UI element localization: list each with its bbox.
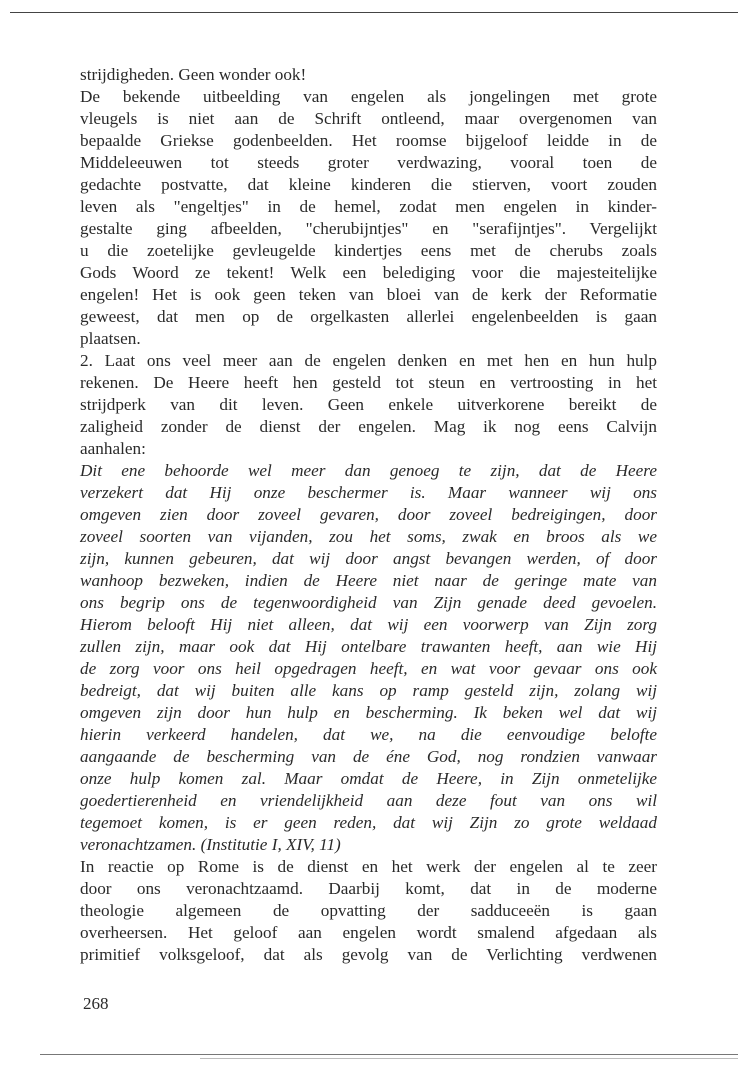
text-line: De bekende uitbeelding van engelen als jongelingen met grote [80,87,657,106]
text-line: rekenen. De Heere heeft hen gesteld tot steun en vertroosting in het [80,373,657,392]
text-line: aanhalen: [80,439,146,458]
page-body [80,64,657,966]
text-line: tegemoet komen, is er geen reden, dat wij Zijn zo grote weldaad [80,813,657,832]
text-line: zoveel soorten van vijanden, zou het soms, zwak en broos als we [80,527,657,546]
text-line: overheersen. Het geloof aan engelen wordt smalend afgedaan als [80,923,657,942]
text-line: bepaalde Griekse godenbeelden. Het roomse bijgeloof leidde in de [80,131,657,150]
text-line: omgeven zijn door hun hulp en bescherming. Ik beken wel dat wij [80,703,657,722]
top-rule [10,12,738,13]
text-line: ons begrip ons de tegenwoordigheid van Zijn genade deed gevoelen. [80,593,657,612]
text-line: vleugels is niet aan de Schrift ontleend, maar overgenomen van [80,109,657,128]
text-line: Dit ene behoorde wel meer dan genoeg te zijn, dat de Heere [80,461,657,480]
text-line: omgeven zien door zoveel gevaren, door zoveel bedreigingen, door [80,505,657,524]
text-line: 2. Laat ons veel meer aan de engelen denken en met hen en hun hulp [80,351,657,370]
text-line: de zorg voor ons heil opgedragen heeft, en wat voor gevaar ons ook [80,659,657,678]
text-line: strijdperk van dit leven. Geen enkele uitverkorene bereikt de [80,395,657,414]
text-line: gedachte postvatte, dat kleine kinderen die stierven, voort zouden [80,175,657,194]
text-line: zaligheid zonder de dienst der engelen. Mag ik nog eens Calvijn [80,417,657,436]
bottom-rule [40,1054,738,1055]
text-line: hierin verkeerd handelen, dat we, na die eenvoudige belofte [80,725,657,744]
text-line: In reactie op Rome is de dienst en het werk der engelen al te zeer [80,857,657,876]
text-line: u die zoetelijke gevleugelde kindertjes eens met de cherubs zoals [80,241,657,260]
paragraph [80,856,657,966]
text-line: strijdigheden. Geen wonder ook! [80,65,307,84]
text-line: verzekert dat Hij onze beschermer is. Maar wanneer wij ons [80,483,657,502]
text-line: Hierom belooft Hij niet alleen, dat wij een voorwerp van Zijn zorg [80,615,657,634]
text-line: leven als "engeltjes" in de hemel, zodat men engelen in kinder- [80,197,657,216]
text-line: geweest, dat men op de orgelkasten allerlei engelenbeelden is gaan [80,307,657,326]
text-line: Middeleeuwen tot steeds groter verdwazing, vooral toen de [80,153,657,172]
text-line: zullen zijn, maar ook dat Hij ontelbare trawanten heeft, aan wie Hij [80,637,657,656]
page-number: 268 [83,994,109,1013]
text-line: goedertierenheid en vriendelijkheid aan deze fout van ons wil [80,791,657,810]
text-line: gestalte ging afbeelden, "cherubijntjes" en "serafijntjes". Vergelijkt [80,219,657,238]
bottom-rule-secondary [200,1058,738,1059]
text-line: wanhoop bezweken, indien de Heere niet naar de geringe mate van [80,571,657,590]
text-line: door ons veronachtzaamd. Daarbij komt, dat in de moderne [80,879,657,898]
text-line: onze hulp komen zal. Maar omdat de Heere, in Zijn onmetelijke [80,769,657,788]
paragraph [80,86,657,350]
text-line: engelen! Het is ook geen teken van bloei van de kerk der Reformatie [80,285,657,304]
text-line: primitief volksgeloof, dat als gevolg van de Verlichting verdwenen [80,945,657,964]
paragraph [80,350,657,460]
text-line: Gods Woord ze tekent! Welk een belediging voor die majesteitelijke [80,263,657,282]
text-line: bedreigt, dat wij buiten alle kans op ramp gesteld zijn, zolang wij [80,681,657,700]
paragraph [80,64,657,86]
quotation-block [80,460,657,856]
text-line: zijn, kunnen gebeuren, dat wij door angst bevangen werden, of door [80,549,657,568]
text-line: theologie algemeen de opvatting der sadduceeën is gaan [80,901,657,920]
text-line: veronachtzamen. (Institutie I, XIV, 11) [80,835,341,854]
text-line: plaatsen. [80,329,141,348]
text-line: aangaande de bescherming van de éne God, nog rondzien vanwaar [80,747,657,766]
